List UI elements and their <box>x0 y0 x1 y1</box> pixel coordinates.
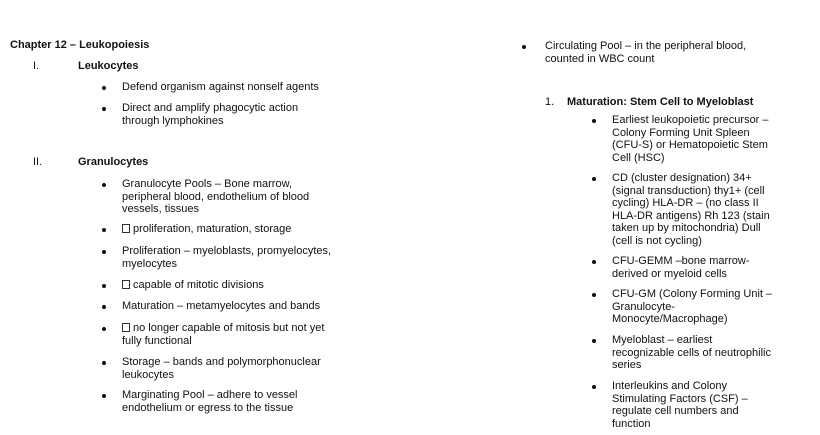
bullet-icon <box>102 86 106 90</box>
bullet-icon <box>102 250 106 254</box>
list-item: Circulating Pool – in the peripheral blood, counted in WBC count <box>545 40 747 65</box>
list-item: CFU-GM (Colony Forming Unit – Granulocyte- Monocyte/Macrophage) <box>612 288 773 325</box>
bullet-icon <box>592 293 596 297</box>
bullet-icon <box>102 183 106 187</box>
list-item <box>122 322 324 347</box>
list-item: Myeloblast – earliest recognizable cells of neutrophilic series <box>612 334 771 371</box>
numbered-heading: Maturation: Stem Cell to Myeloblast <box>567 96 754 108</box>
list-item-text: no longer capable of mitosis but not yet fully functional <box>122 322 325 347</box>
list-item-text: proliferation, maturation, storage <box>133 223 292 235</box>
section-heading-leukocytes: Leukocytes <box>78 60 139 72</box>
bullet-icon <box>102 394 106 398</box>
chapter-title: Chapter 12 – Leukopoiesis <box>10 39 150 51</box>
section-heading-granulocytes: Granulocytes <box>78 156 149 168</box>
list-item <box>122 279 264 292</box>
list-item: Granulocyte Pools – Bone marrow, peripheral blood, endothelium of blood vessels, tissues <box>122 178 310 215</box>
section-numeral-2: II. <box>33 156 43 168</box>
missing-glyph-icon <box>122 280 130 289</box>
bullet-icon <box>102 284 106 288</box>
bullet-icon <box>592 119 596 123</box>
bullet-icon <box>102 305 106 309</box>
bullet-icon <box>592 177 596 181</box>
list-item: Proliferation – myeloblasts, promyelocytes, myelocytes <box>122 245 332 270</box>
list-item: CD (cluster designation) 34+ (signal transduction) thy1+ (cell cycling) HLA-DR – (no class II HLA-DR antigens) Rh 123 (stain taken up by mitochondria) Dull (cell is not cycling) <box>612 172 770 247</box>
bullet-icon <box>522 45 526 49</box>
list-item-text: capable of mitotic divisions <box>133 279 264 291</box>
list-item: Maturation – metamyelocytes and bands <box>122 300 321 312</box>
bullet-icon <box>592 339 596 343</box>
bullet-icon <box>592 385 596 389</box>
list-item: Interleukins and Colony Stimulating Factors (CSF) – regulate cell numbers and function <box>612 380 748 430</box>
list-item: Marginating Pool – adhere to vessel endothelium or egress to the tissue <box>122 389 298 414</box>
list-item: CFU-GEMM –bone marrow- derived or myeloid cells <box>612 255 750 280</box>
bullet-icon <box>102 327 106 331</box>
missing-glyph-icon <box>122 323 130 332</box>
list-item: Defend organism against nonself agents <box>122 81 319 93</box>
list-item: Earliest leukopoietic precursor – Colony Forming Unit Spleen (CFU-S) or Hematopoietic Stem Cell (HSC) <box>612 114 769 164</box>
bullet-icon <box>102 107 106 111</box>
bullet-icon <box>102 228 106 232</box>
missing-glyph-icon <box>122 224 130 233</box>
list-item: Direct and amplify phagocytic action through lymphokines <box>122 102 299 127</box>
bullet-icon <box>592 260 596 264</box>
bullet-icon <box>102 361 106 365</box>
list-item: Storage – bands and polymorphonuclear leukocytes <box>122 356 321 381</box>
numbered-label: 1. <box>545 96 555 108</box>
section-numeral-1: I. <box>33 60 40 72</box>
list-item <box>122 223 291 236</box>
